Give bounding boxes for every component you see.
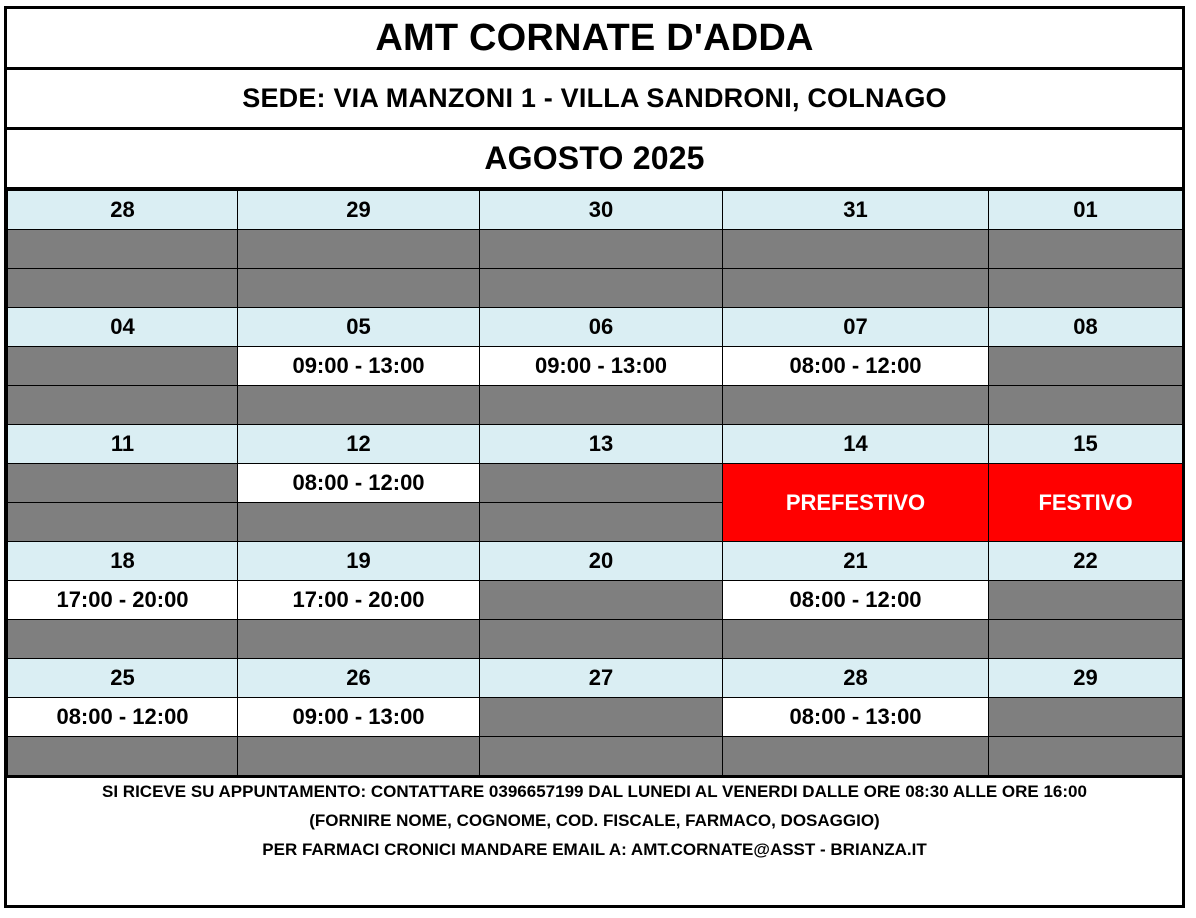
slot-row — [8, 581, 1183, 620]
slot-row — [8, 386, 1183, 425]
time-slot: 08:00 - 13:00 — [723, 698, 989, 737]
closed-cell — [480, 464, 723, 503]
time-slot: 17:00 - 20:00 — [238, 581, 480, 620]
closed-cell — [480, 620, 723, 659]
required-info-note: (FORNIRE NOME, COGNOME, COD. FISCALE, FARMACO, DOSAGGIO) — [309, 811, 880, 830]
time-slot: 08:00 - 12:00 — [8, 698, 238, 737]
calendar-grid — [7, 190, 1183, 778]
closed-cell — [989, 230, 1183, 269]
closed-cell — [8, 230, 238, 269]
date-cell: 21 — [723, 542, 989, 581]
closed-cell — [8, 347, 238, 386]
month-title: AGOSTO 2025 — [7, 130, 1182, 190]
closed-cell — [723, 737, 989, 777]
closed-cell — [480, 581, 723, 620]
date-cell: 14 — [723, 425, 989, 464]
date-cell: 30 — [480, 191, 723, 230]
closed-cell — [238, 503, 480, 542]
festivo-cell: FESTIVO — [989, 464, 1183, 542]
date-cell: 31 — [723, 191, 989, 230]
date-cell: 29 — [238, 191, 480, 230]
date-row — [8, 191, 1183, 230]
closed-cell — [723, 230, 989, 269]
slot-row — [8, 464, 1183, 503]
date-cell: 28 — [8, 191, 238, 230]
closed-cell — [8, 620, 238, 659]
closed-cell — [989, 347, 1183, 386]
closed-cell — [989, 269, 1183, 308]
closed-cell — [480, 698, 723, 737]
closed-cell — [723, 620, 989, 659]
closed-cell — [723, 269, 989, 308]
date-row — [8, 542, 1183, 581]
date-cell: 04 — [8, 308, 238, 347]
closed-cell — [8, 464, 238, 503]
address-line: SEDE: VIA MANZONI 1 - VILLA SANDRONI, COLNAGO — [7, 70, 1182, 130]
date-cell: 29 — [989, 659, 1183, 698]
slot-row — [8, 620, 1183, 659]
time-slot: 08:00 - 12:00 — [723, 581, 989, 620]
date-row — [8, 425, 1183, 464]
closed-cell — [238, 737, 480, 777]
date-cell: 22 — [989, 542, 1183, 581]
closed-cell — [238, 386, 480, 425]
closed-cell — [238, 620, 480, 659]
closed-cell — [989, 698, 1183, 737]
closed-cell — [989, 386, 1183, 425]
closed-cell — [8, 503, 238, 542]
closed-cell — [989, 737, 1183, 777]
closed-cell — [480, 386, 723, 425]
closed-cell — [989, 620, 1183, 659]
date-cell: 26 — [238, 659, 480, 698]
date-cell: 28 — [723, 659, 989, 698]
date-cell: 08 — [989, 308, 1183, 347]
time-slot: 09:00 - 13:00 — [238, 347, 480, 386]
date-cell: 20 — [480, 542, 723, 581]
date-cell: 25 — [8, 659, 238, 698]
date-cell: 06 — [480, 308, 723, 347]
time-slot: 08:00 - 12:00 — [723, 347, 989, 386]
closed-cell — [238, 230, 480, 269]
date-cell: 11 — [8, 425, 238, 464]
page-title: AMT CORNATE D'ADDA — [7, 9, 1182, 70]
time-slot: 09:00 - 13:00 — [238, 698, 480, 737]
schedule-sheet — [4, 6, 1185, 908]
slot-row — [8, 269, 1183, 308]
time-slot: 09:00 - 13:00 — [480, 347, 723, 386]
date-cell: 01 — [989, 191, 1183, 230]
date-cell: 05 — [238, 308, 480, 347]
prefestivo-cell: PREFESTIVO — [723, 464, 989, 542]
date-cell: 15 — [989, 425, 1183, 464]
closed-cell — [723, 386, 989, 425]
closed-cell — [8, 269, 238, 308]
closed-cell — [8, 386, 238, 425]
date-cell: 19 — [238, 542, 480, 581]
closed-cell — [480, 269, 723, 308]
time-slot: 17:00 - 20:00 — [8, 581, 238, 620]
closed-cell — [8, 737, 238, 777]
closed-cell — [989, 581, 1183, 620]
slot-row — [8, 347, 1183, 386]
date-cell: 13 — [480, 425, 723, 464]
appointment-note: SI RICEVE SU APPUNTAMENTO: CONTATTARE 0396657199 DAL LUNEDI AL VENERDI DALLE ORE 08:30 ALLE ORE 16:00 — [102, 782, 1087, 801]
date-cell: 12 — [238, 425, 480, 464]
email-note: PER FARMACI CRONICI MANDARE EMAIL A: AMT.CORNATE@ASST - BRIANZA.IT — [262, 840, 927, 859]
date-cell: 18 — [8, 542, 238, 581]
slot-row — [8, 737, 1183, 777]
closed-cell — [480, 503, 723, 542]
date-row — [8, 659, 1183, 698]
closed-cell — [480, 737, 723, 777]
slot-row — [8, 230, 1183, 269]
date-row — [8, 308, 1183, 347]
footer-notes — [7, 777, 1182, 864]
date-cell: 07 — [723, 308, 989, 347]
slot-row — [8, 698, 1183, 737]
closed-cell — [480, 230, 723, 269]
closed-cell — [238, 269, 480, 308]
time-slot: 08:00 - 12:00 — [238, 464, 480, 503]
date-cell: 27 — [480, 659, 723, 698]
